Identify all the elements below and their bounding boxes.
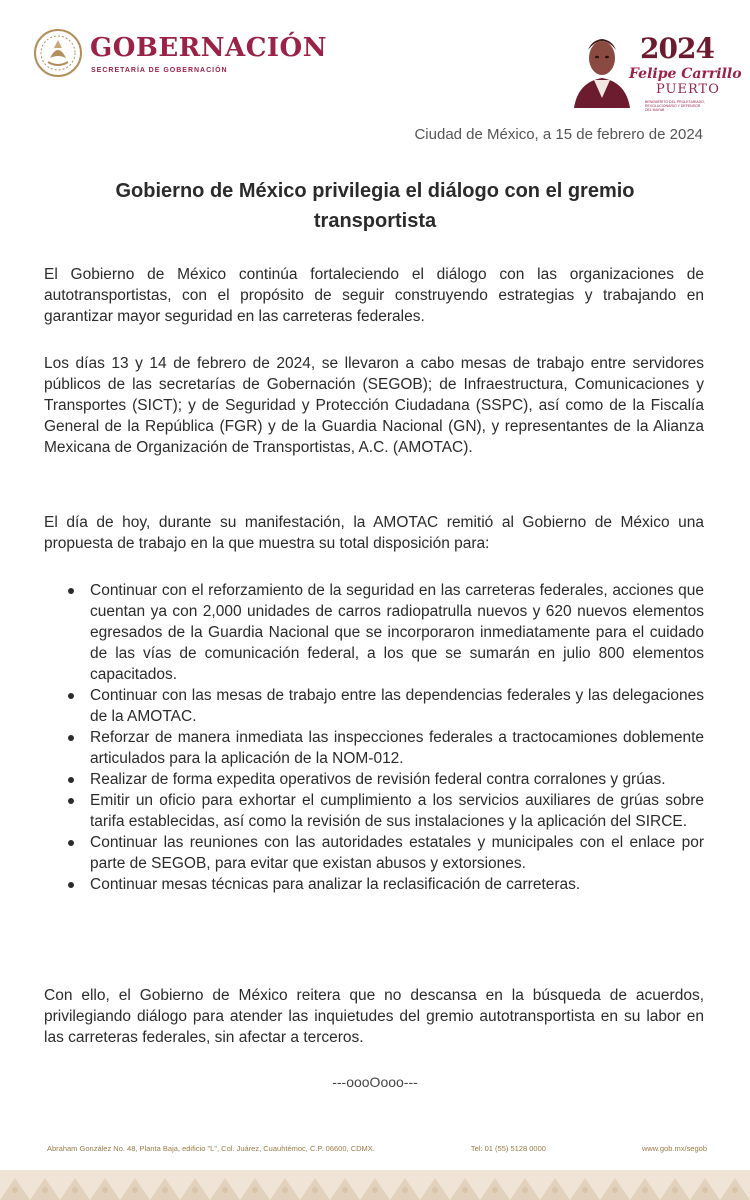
- year-badge: 2024: [640, 32, 714, 65]
- list-item: Continuar con el reforzamiento de la seguridad en las carreteras federales, acciones que cuentan ya con 2,000 unidades de carros radiopatrulla nuevos y 620 nuevos elementos egresados de la Guardia Nacional que se incorporaron inmediatamente para el cuidado de las vías de comunicación federal, a los que se sumarán en julio 800 elementos capacitados.: [90, 582, 704, 683]
- list-item: Continuar con las mesas de trabajo entre las dependencias federales y las delegaciones de la AMOTAC.: [90, 687, 704, 725]
- footer-address: Abraham González No. 48, Planta Baja, edificio "L", Col. Juárez, Cuauhtémoc, C.P. 06600, CDMX.: [47, 1144, 375, 1153]
- list-item: Realizar de forma expedita operativos de revisión federal contra corralones y grúas.: [90, 769, 704, 790]
- closing-mark: ---oooOooo---: [332, 1074, 418, 1090]
- list-item: Reforzar de manera inmediata las inspecciones federales a tractocamiones doblemente articulados para la aplicación de la NOM-012.: [90, 729, 704, 767]
- footer-url: www.gob.mx/segob: [641, 1144, 707, 1153]
- honoree-name: Felipe Carrillo: [629, 66, 742, 82]
- paragraph-meetings: Los días 13 y 14 de febrero de 2024, se llevaron a cabo mesas de trabajo entre servidores públicos de las secretarías de Gobernación (SEGOB); de Infraestructura, Comunicaciones y Transportes (SICT); y de Seguridad y Protección Ciudadana (SSPC), así como de la Fiscalía General de la República (FGR) y de la Guardia Nacional (GN), y representantes de la Alianza Mexicana de Organización de Transportistas, A.C. (AMOTAC).: [44, 355, 704, 456]
- list-item: Emitir un oficio para exhortar el cumplimiento a los servicios auxiliares de grúas sobre tarifa establecidas, así como la revisión de sus instalaciones y la aplicación del SIRCE.: [90, 792, 704, 830]
- org-subtitle: SECRETARÍA DE GOBERNACIÓN: [91, 67, 228, 74]
- honoree-surname: PUERTO: [656, 82, 720, 97]
- national-seal-icon: [33, 28, 83, 78]
- decorative-footer-band: [0, 1170, 750, 1200]
- list-item: Continuar mesas técnicas para analizar la reclasificación de carreteras.: [90, 874, 704, 895]
- honoree-caption: BENEMÉRITO DEL PROLETARIADO, REVOLUCIONARIO Y DEFENSOR DEL MAYAB: [645, 100, 705, 112]
- paragraph-proposal: El día de hoy, durante su manifestación, la AMOTAC remitió al Gobierno de México una propuesta de trabajo en la que muestra su total disposición para:: [44, 514, 704, 552]
- paragraph-intro: El Gobierno de México continúa fortaleciendo el diálogo con las organizaciones de autotransportistas, con el propósito de seguir construyendo estrategias y trabajando en garantizar mayor seguridad en las carreteras federales.: [44, 266, 704, 325]
- org-name: GOBERNACIÓN: [90, 33, 327, 63]
- letterhead: [0, 0, 750, 120]
- date-line: Ciudad de México, a 15 de febrero de 2024: [414, 126, 703, 143]
- press-release-title: Gobierno de México privilegia el diálogo con el gremio transportista: [115, 180, 635, 232]
- list-item: Continuar las reuniones con las autoridades estatales y municipales con el enlace por parte de SEGOB, para evitar que existan abusos y extorsiones.: [90, 834, 704, 872]
- proposal-list: [44, 580, 704, 895]
- footer-phone: Tel: 01 (55) 5128 0000: [470, 1144, 546, 1153]
- portrait-image: [572, 28, 632, 108]
- paragraph-conclusion: Con ello, el Gobierno de México reitera que no descansa en la búsqueda de acuerdos, privilegiando diálogo para atender las inquietudes del gremio autotransportista en su labor en las carreteras federales, sin afectar a terceros.: [44, 987, 704, 1046]
- footer: [47, 1144, 707, 1153]
